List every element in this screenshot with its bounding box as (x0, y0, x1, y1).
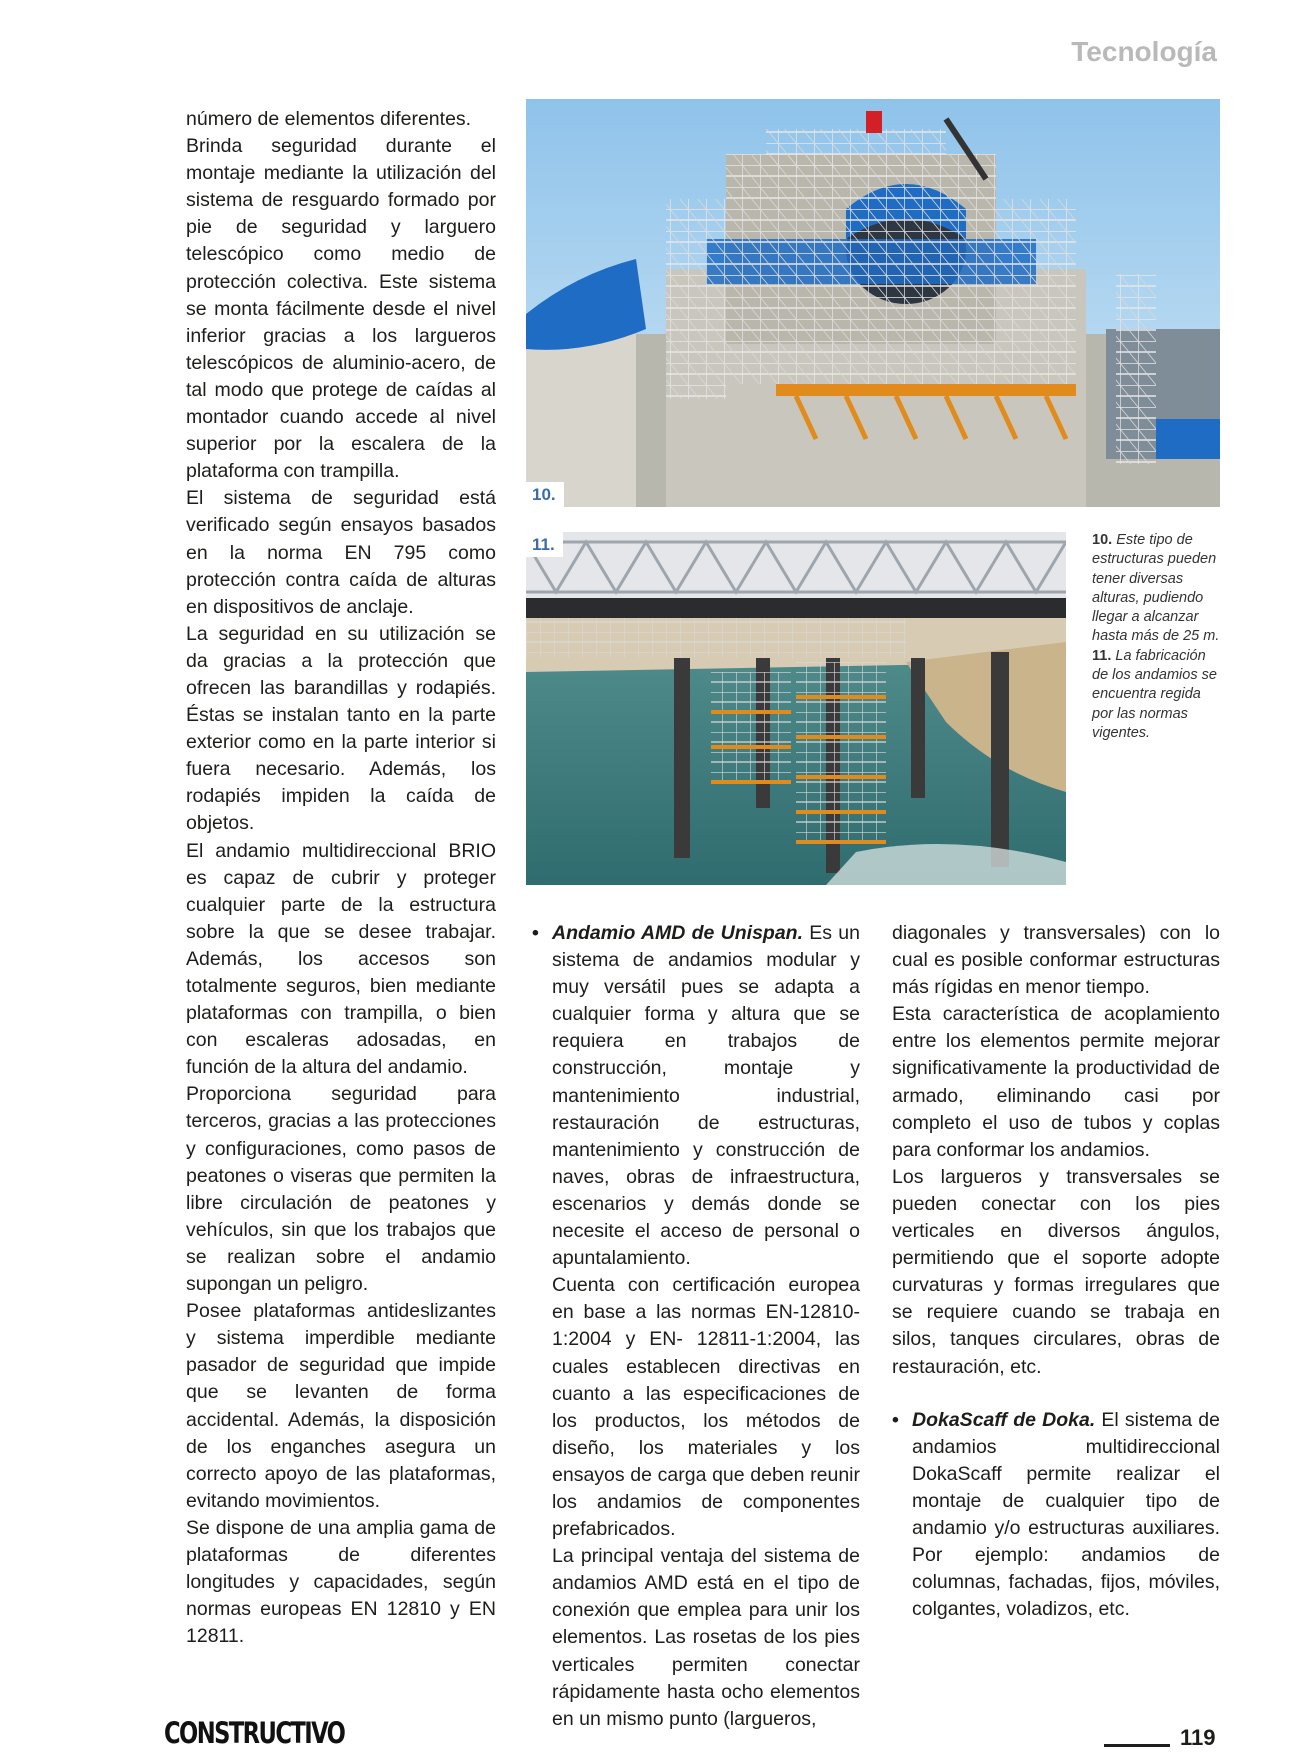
right-text-column (892, 920, 1220, 1623)
paragraph (552, 920, 860, 1272)
paragraph: El sistema de seguridad está verificado según ensayos basados en la norma EN 795 como protección contra caída de alturas en dispositivos de anclaje. (186, 487, 496, 618)
bullet-dot: • (892, 1408, 899, 1431)
magazine-brand-logo: CONSTRUCTIVO (164, 1716, 345, 1750)
bullet-item-amd (532, 920, 860, 1733)
scaffold-photo-illustration (526, 99, 1220, 507)
paragraph: Brinda seguridad durante el montaje mediante la utilización del sistema de resguardo formado por pie de seguridad y larguero telescópico como medio de protección colectiva. Este sistema se monta fácilmente desde el nivel inferior gracias a los largueros telescópicos de aluminio-acero, de tal modo que protege de caídas al montador cuando accede al nivel superior por la escalera de la plataforma con trampilla. (186, 135, 496, 483)
paragraph: diagonales y transversales) con lo cual es posible conformar estructuras más rígidas en menor tiempo. (892, 922, 1220, 999)
pier-photo-illustration (526, 532, 1066, 885)
item-text: Es un sistema de andamios modular y muy versátil pues se adapta a cualquier forma y altura que se requiera en trabajos de construcción, montaje y mantenimiento industrial, restauración de estructuras, mantenimiento y construcción de naves, obras de infraestructura, escenarios y demás donde se necesite el acceso de personal o apuntalamiento. (552, 922, 860, 1270)
paragraph-gap (892, 1381, 1220, 1407)
caption-text: La fabricación de los andamios se encuentra regida por las normas vigentes. (1092, 647, 1217, 741)
left-text-column (186, 106, 496, 1650)
paragraph: Los largueros y transversales se pueden conectar con los pies verticales en diversos ángulos, permitiendo que el soporte adopte curvaturas y formas irregulares que se requiere cuando se trabaja en silos, tanques circulares, obras de restauración, etc. (892, 1165, 1220, 1378)
paragraph: Posee plataformas antideslizantes y sistema imperdible mediante pasador de seguridad que impide que se levanten de forma accidental. Además, la disposición de los enganches asegura un correcto apoyo de las plataformas, evitando movimientos. (186, 1300, 496, 1512)
photo-pier-scaffold (526, 532, 1066, 885)
caption-number: 11. (1092, 647, 1112, 664)
item-title: Andamio AMD de Unispan. (552, 922, 803, 944)
bullet-item-dokascaff (892, 1407, 1220, 1624)
figure-captions (1092, 531, 1222, 743)
paragraph: La principal ventaja del sistema de andamios AMD está en el tipo de conexión que emplea para unir los elementos. Las rosetas de los pies verticales permiten conectar rápidamente hasta ocho elementos en un mismo punto (largueros, (552, 1545, 860, 1730)
middle-text-column (532, 920, 860, 1733)
caption-number: 10. (1092, 532, 1113, 548)
caption-11 (1092, 647, 1222, 743)
caption-text: Este tipo de estructuras pueden tener diversas alturas, pudiendo llegar a alcanzar hasta más de 25 m. (1092, 532, 1220, 645)
paragraph: Se dispone de una amplia gama de plataformas de diferentes longitudes y capacidades, según normas europeas EN 12810 y EN 12811. (186, 1516, 496, 1648)
paragraph: El andamio multidireccional BRIO es capaz de cubrir y proteger cualquier parte de la estructura sobre la que se desee trabajar. Además, los accesos son totalmente seguros, bien mediante plataformas con trampilla, o bien con escaleras adosadas, en función de la altura del andamio. (186, 839, 496, 1079)
section-label: Tecnología (1071, 36, 1217, 67)
item-text: El sistema de andamios multidireccional DokaScaff permite realizar el montaje de cualquier tipo de andamio y/o estructuras auxiliares. Por ejemplo: andamios de columnas, fachadas, fijos, móviles, colgantes, voladizos, etc. (912, 1408, 1220, 1621)
item-title: DokaScaff de Doka. (912, 1408, 1096, 1431)
paragraph: Cuenta con certificación europea en base a las normas EN-12810-1:2004 y EN- 12811-1:2004, las cuales establecen directivas en cuanto a las especificaciones de los productos, los métodos de diseño, los materiales y los ensayos de carga que deben reunir los andamios de componentes prefabricados. (552, 1274, 860, 1541)
paragraph: Esta característica de acoplamiento entre los elementos permite mejorar significativamente la productividad de armado, eliminando casi por completo el uso de tubos y coplas para conformar los andamios. (892, 1003, 1220, 1161)
paragraph: Proporciona seguridad para terceros, gracias a las protecciones y configuraciones, como pasos de peatones o viseras que permiten la libre circulación de peatones y vehículos, sin que los trabajos que se realizan sobre el andamio supongan un peligro. (186, 1083, 496, 1296)
photo-scaffold-structure (526, 99, 1220, 507)
footer-rule (1104, 1744, 1170, 1747)
paragraph: número de elementos diferentes. (186, 108, 472, 130)
page-number: 119 (1180, 1725, 1216, 1750)
photo-number-11: 11. (526, 532, 563, 557)
paragraph (912, 1407, 1220, 1624)
bullet-dot: • (532, 922, 539, 944)
paragraph: La seguridad en su utilización se da gracias a la protección que ofrecen las barandillas y rodapiés. Éstas se instalan tanto en la parte exterior como en la parte interior si fuera necesario. Además, los rodapiés impiden la caída de objetos. (186, 622, 496, 835)
photo-number-10: 10. (526, 482, 564, 507)
caption-10 (1092, 531, 1222, 647)
